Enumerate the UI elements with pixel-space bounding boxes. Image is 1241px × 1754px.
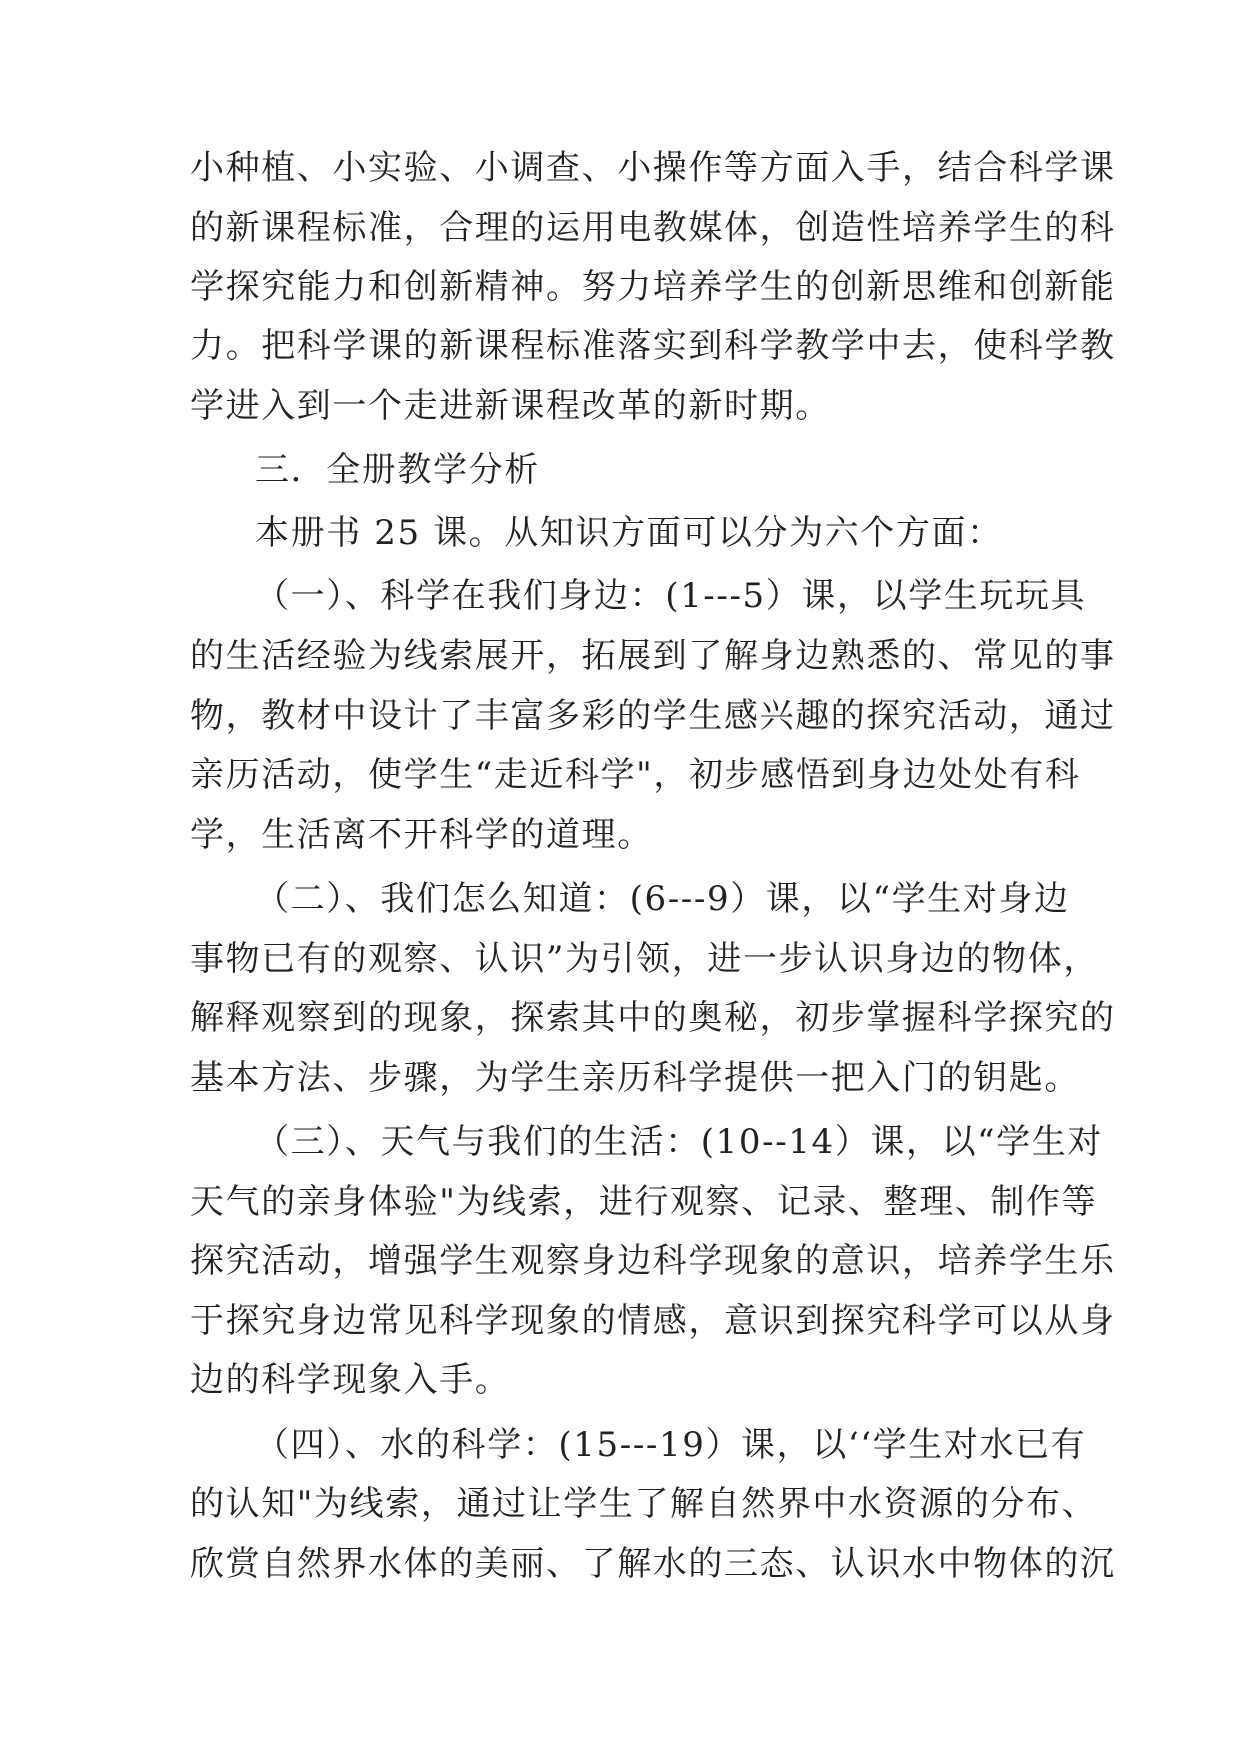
text-line-10: 物，教材中设计了丰富多彩的学生感兴趣的探究活动，通过 bbox=[190, 696, 1116, 736]
text-line-1: 小种植、小实验、小调查、小操作等方面入手，结合科学课 bbox=[190, 148, 1116, 188]
text-line-3: 学探究能力和创新精神。努力培养学生的创新思维和创新能 bbox=[190, 267, 1116, 307]
text-line-2: 的新课程标准，合理的运用电教媒体，创造性培养学生的科 bbox=[190, 208, 1116, 248]
text-line-15: 解释观察到的现象，探索其中的奥秘，初步掌握科学探究的 bbox=[190, 998, 1116, 1038]
text-line-20: 于探究身边常见科学现象的情感，意识到探究科学可以从身 bbox=[190, 1301, 1116, 1341]
text-line-24: 欣赏自然界水体的美丽、了解水的三态、认识水中物体的沉 bbox=[190, 1544, 1116, 1584]
section-heading: 三．全册教学分析 bbox=[255, 450, 540, 490]
text-line-23: 的认知"为线索，通过让学生了解自然界中水资源的分布、 bbox=[190, 1484, 1098, 1524]
text-line-11: 亲历活动，使学生“走近科学"，初步感悟到身边处处有科 bbox=[190, 755, 1081, 795]
text-line-18: 天气的亲身体验"为线索，进行观察、记录、整理、制作等 bbox=[190, 1182, 1098, 1222]
text-line-14: 事物已有的观察、认识”为引领，进一步认识身边的物体， bbox=[190, 939, 1099, 979]
text-line-9: 的生活经验为线索展开，拓展到了解身边熟悉的、常见的事 bbox=[190, 636, 1116, 676]
text-line-19: 探究活动，增强学生观察身边科学现象的意识，培养学生乐 bbox=[190, 1241, 1116, 1281]
text-line-22: （四）、水的科学：(15---19）课，以‘‘学生对水已有 bbox=[255, 1425, 1087, 1465]
text-line-21: 边的科学现象入手。 bbox=[190, 1360, 511, 1400]
text-line-17: （三）、天气与我们的生活：(10--14）课，以“学生对 bbox=[255, 1122, 1103, 1162]
text-line-16: 基本方法、步骤，为学生亲历科学提供一把入门的钥匙。 bbox=[190, 1058, 1080, 1098]
text-line-8: （一）、科学在我们身边：(1---5）课，以学生玩玩具 bbox=[255, 576, 1087, 616]
text-line-13: （二）、我们怎么知道：(6---9）课，以“学生对身边 bbox=[255, 879, 1070, 919]
text-line-5: 学进入到一个走进新课程改革的新时期。 bbox=[190, 386, 831, 426]
text-line-12: 学，生活离不开科学的道理。 bbox=[190, 815, 653, 855]
text-line-4: 力。把科学课的新课程标准落实到科学教学中去，使科学教 bbox=[190, 326, 1116, 366]
text-line-7: 本册书 25 课。从知识方面可以分为六个方面： bbox=[255, 513, 1003, 553]
